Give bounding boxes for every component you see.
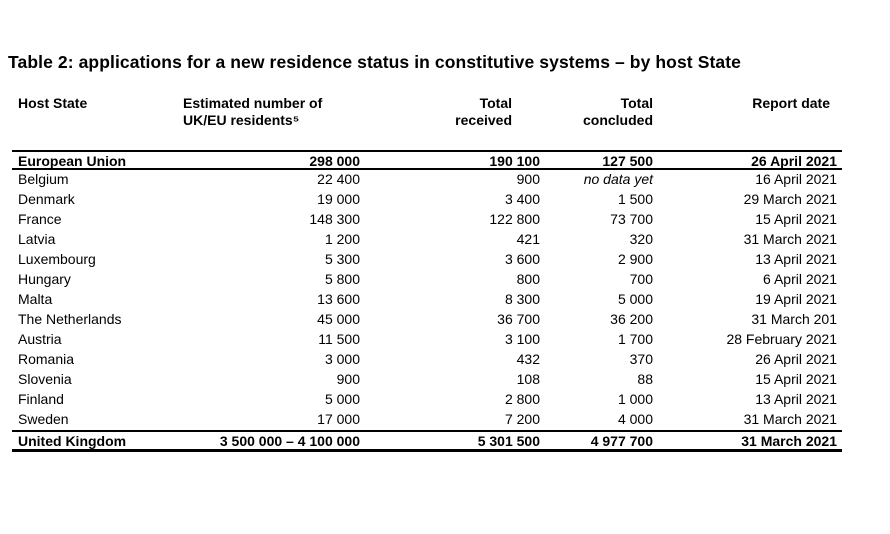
cell-estimated-residents: 13 600 (317, 291, 360, 307)
cell-total-concluded: 320 (629, 231, 653, 247)
cell-host-state: France (18, 211, 62, 227)
cell-report-date: 31 March 2021 (743, 231, 837, 247)
column-header-host-state: Host State (18, 95, 88, 111)
cell-total-concluded: 73 700 (610, 211, 653, 227)
cell-host-state: United Kingdom (18, 433, 127, 449)
cell-estimated-residents: 298 000 (309, 153, 360, 168)
column-header-report-date: Report date (752, 95, 830, 111)
cell-host-state: Romania (18, 351, 75, 367)
cell-host-state: European Union (18, 153, 127, 168)
table-row (12, 310, 842, 330)
cell-report-date: 19 April 2021 (755, 291, 837, 307)
table-row (12, 430, 842, 452)
cell-total-received: 2 800 (504, 391, 540, 407)
cell-estimated-residents: 5 300 (324, 251, 360, 267)
cell-estimated-residents: 3 000 (324, 351, 360, 367)
cell-host-state: Belgium (18, 171, 69, 187)
cell-report-date: 26 April 2021 (751, 153, 837, 168)
cell-host-state: Austria (18, 331, 62, 347)
residence-applications-table (12, 95, 842, 452)
cell-report-date: 29 March 2021 (743, 191, 837, 207)
cell-total-received: 36 700 (497, 311, 540, 327)
column-header-total-received: Total received (455, 95, 512, 128)
cell-total-concluded: 4 000 (617, 411, 653, 427)
cell-total-concluded: 370 (629, 351, 653, 367)
cell-report-date: 16 April 2021 (755, 171, 837, 187)
cell-estimated-residents: 148 300 (309, 211, 360, 227)
cell-estimated-residents: 5 800 (324, 271, 360, 287)
cell-total-received: 122 800 (489, 211, 540, 227)
cell-estimated-residents: 17 000 (317, 411, 360, 427)
cell-total-concluded: no data yet (583, 171, 653, 187)
table-row (12, 150, 842, 170)
cell-estimated-residents: 900 (336, 371, 360, 387)
table-body (12, 150, 842, 452)
cell-total-received: 8 300 (504, 291, 540, 307)
cell-estimated-residents: 45 000 (317, 311, 360, 327)
cell-report-date: 13 April 2021 (755, 391, 837, 407)
cell-report-date: 15 April 2021 (755, 371, 837, 387)
cell-report-date: 28 February 2021 (726, 331, 837, 347)
cell-estimated-residents: 11 500 (318, 331, 360, 347)
cell-host-state: Finland (18, 391, 64, 407)
cell-total-received: 3 600 (504, 251, 540, 267)
cell-estimated-residents: 19 000 (317, 191, 360, 207)
cell-total-concluded: 700 (629, 271, 653, 287)
table-row (12, 390, 842, 410)
table-row (12, 210, 842, 230)
cell-report-date: 31 March 2021 (741, 433, 837, 449)
cell-host-state: Slovenia (18, 371, 72, 387)
cell-host-state: The Netherlands (18, 311, 122, 327)
table-header-row (12, 95, 842, 150)
table-row (12, 290, 842, 310)
table-row (12, 330, 842, 350)
cell-total-concluded: 127 500 (602, 153, 653, 168)
cell-host-state: Denmark (18, 191, 75, 207)
cell-report-date: 31 March 201 (751, 311, 837, 327)
cell-total-concluded: 36 200 (610, 311, 653, 327)
cell-report-date: 15 April 2021 (755, 211, 837, 227)
cell-estimated-residents: 3 500 000 – 4 100 000 (219, 433, 360, 449)
column-header-estimated-residents: Estimated number of UK/EU residents⁵ (183, 95, 323, 128)
cell-host-state: Luxembourg (18, 251, 96, 267)
table-row (12, 370, 842, 390)
cell-report-date: 26 April 2021 (755, 351, 837, 367)
cell-total-concluded: 1 000 (617, 391, 653, 407)
cell-total-received: 7 200 (504, 411, 540, 427)
cell-total-received: 3 400 (504, 191, 540, 207)
cell-total-received: 108 (516, 371, 540, 387)
cell-host-state: Malta (18, 291, 53, 307)
cell-total-concluded: 1 700 (617, 331, 653, 347)
table-title: Table 2: applications for a new residence status in constitutive systems – by host State (8, 52, 741, 72)
cell-total-concluded: 2 900 (617, 251, 653, 267)
cell-total-concluded: 1 500 (617, 191, 653, 207)
cell-total-received: 800 (516, 271, 540, 287)
table-row (12, 250, 842, 270)
table-row (12, 350, 842, 370)
table-row (12, 270, 842, 290)
cell-report-date: 31 March 2021 (743, 411, 837, 427)
cell-total-received: 5 301 500 (477, 433, 540, 449)
cell-estimated-residents: 22 400 (317, 171, 360, 187)
table-row (12, 170, 842, 190)
cell-report-date: 6 April 2021 (763, 271, 837, 287)
cell-total-received: 190 100 (489, 153, 540, 168)
cell-report-date: 13 April 2021 (755, 251, 837, 267)
table-row (12, 190, 842, 210)
cell-total-received: 421 (516, 231, 540, 247)
cell-total-concluded: 4 977 700 (590, 433, 653, 449)
cell-host-state: Sweden (18, 411, 69, 427)
cell-host-state: Hungary (18, 271, 71, 287)
table-row (12, 230, 842, 250)
column-header-total-concluded: Total concluded (582, 95, 653, 128)
cell-total-received: 3 100 (504, 331, 540, 347)
cell-total-received: 900 (516, 171, 540, 187)
cell-total-concluded: 5 000 (617, 291, 653, 307)
cell-host-state: Latvia (18, 231, 56, 247)
cell-total-concluded: 88 (637, 371, 653, 387)
cell-total-received: 432 (516, 351, 540, 367)
table-row (12, 410, 842, 430)
cell-estimated-residents: 5 000 (324, 391, 360, 407)
cell-estimated-residents: 1 200 (324, 231, 360, 247)
